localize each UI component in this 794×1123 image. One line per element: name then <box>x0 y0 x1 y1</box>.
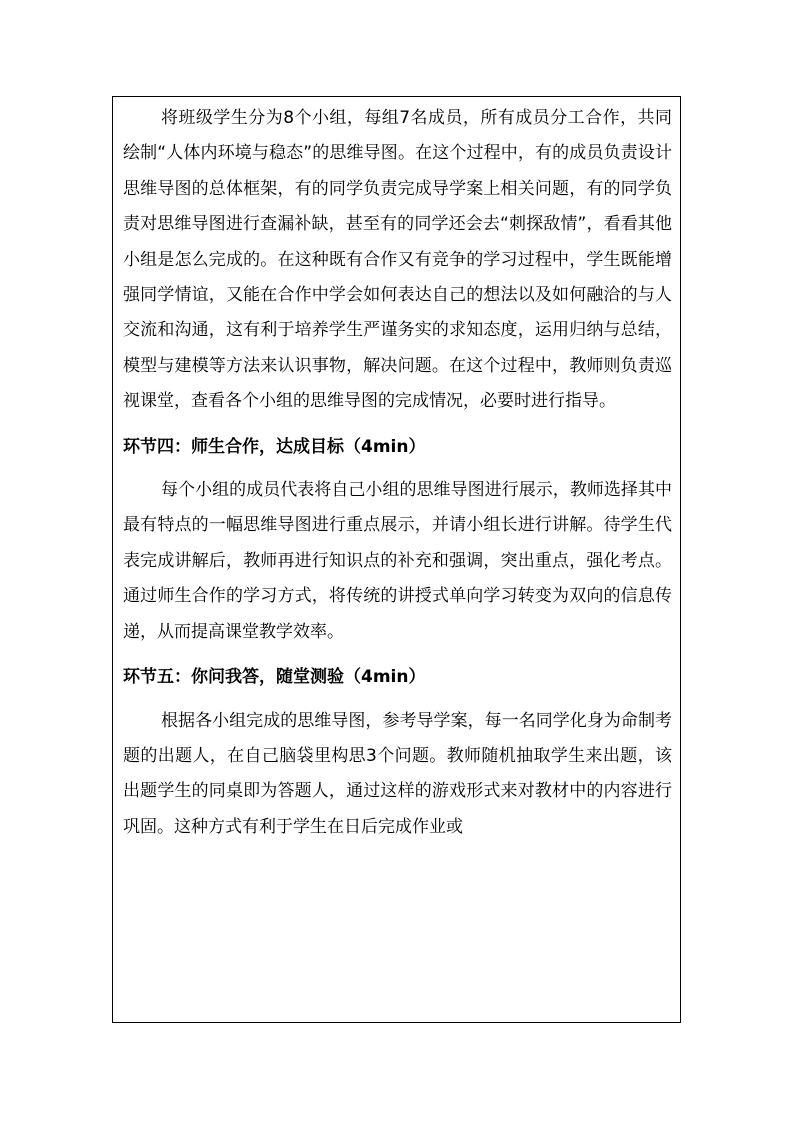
paragraph-question-answer: 根据各小组完成的思维导图，参考导学案，每一名同学化身为命制考题的出题人，在自己脑袋里构思3个问题。教师随机抽取学生来出题，该出题学生的同桌即为答题人，通过这样的游戏形式来对教材中的内容进行巩固。这种方式有利于学生在日后完成作业或 <box>123 710 672 837</box>
heading-section-five: 环节五：你问我答，随堂测验（4min） <box>123 667 426 688</box>
heading-section-four: 环节四：师生合作，达成目标（4min） <box>123 436 426 457</box>
document-content <box>123 97 672 845</box>
paragraph-teacher-student-cooperation: 每个小组的成员代表将自己小组的思维导图进行展示，教师选择其中最有特点的一幅思维导图进行重点展示，并请小组长进行讲解。待学生代表完成讲解后，教师再进行知识点的补充和强调，突出重点，强化考点。通过师生合作的学习方式，将传统的讲授式单向学习转变为双向的信息传递，从而提高课堂教学效率。 <box>123 480 672 642</box>
table-cell-frame <box>112 96 681 1023</box>
paragraph-group-work: 将班级学生分为8个小组，每组7名成员，所有成员分工合作，共同绘制“人体内环境与稳态”的思维导图。在这个过程中，有的成员负责设计思维导图的总体框架，有的同学负责完成导学案上相关问题，有的同学负责对思维导图进行查漏补缺，甚至有的同学还会去“刺探敌情”，看看其他小组是怎么完成的。在这种既有合作又有竞争的学习过程中，学生既能增强同学情谊，又能在合作中学会如何表达自己的想法以及如何融洽的与人交流和沟通，这有利于培养学生严谨务实的求知态度，运用归纳与总结，模型与建模等方法来认识事物，解决问题。在这个过程中，教师则负责巡视课堂，查看各个小组的思维导图的完成情况，必要时进行指导。 <box>123 108 672 412</box>
